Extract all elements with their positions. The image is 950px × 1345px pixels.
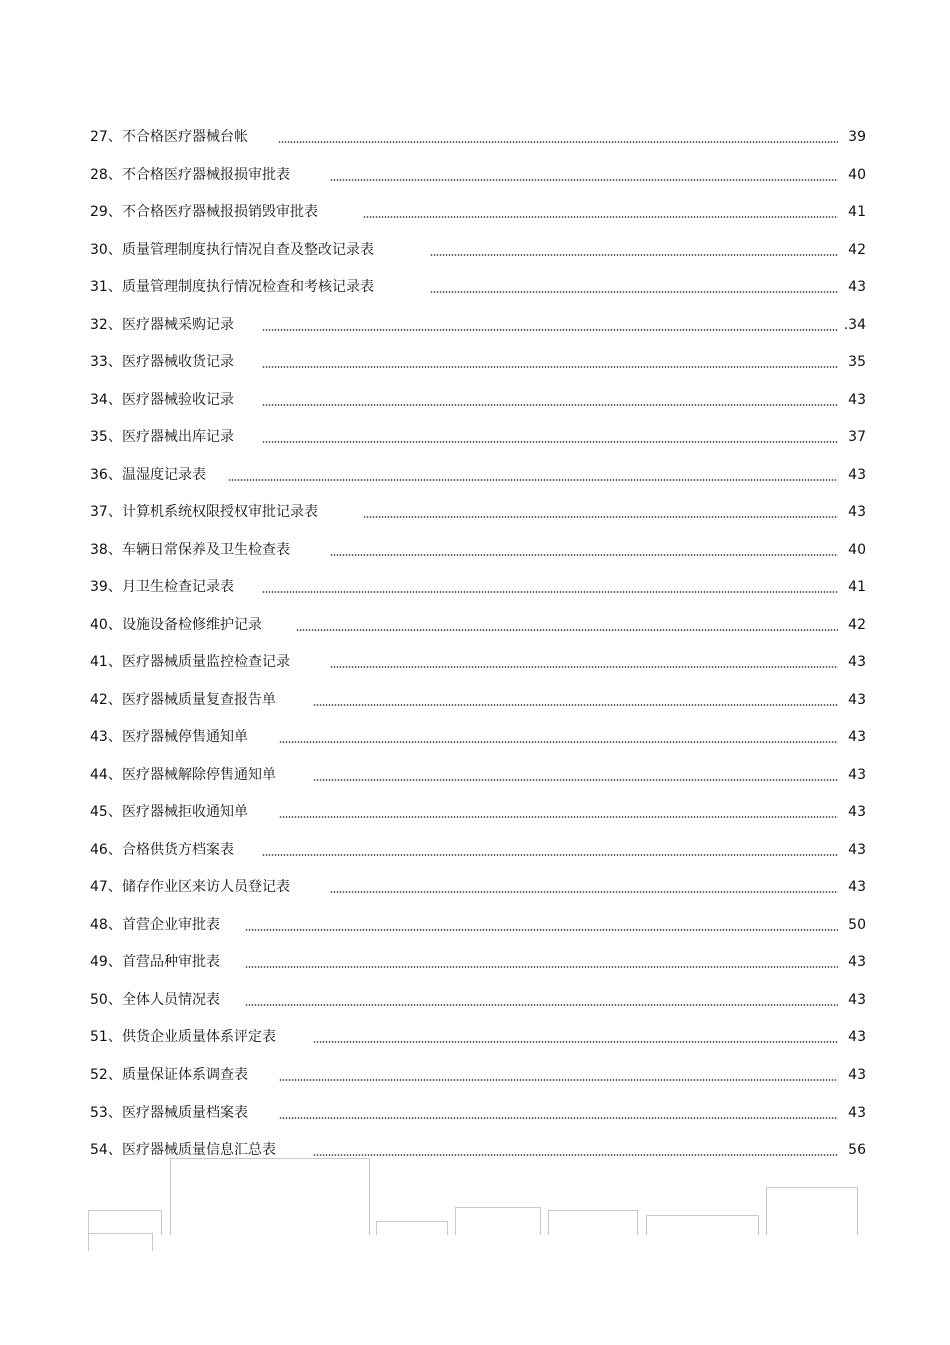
toc-dot-leader bbox=[279, 816, 838, 818]
toc-entry bbox=[90, 840, 866, 860]
toc-entry-page: 43 bbox=[848, 691, 866, 708]
toc-entry-title: 质量管理制度执行情况检查和考核记录表 bbox=[122, 279, 374, 296]
toc-entry-title: 不合格医疗器械台帐 bbox=[122, 129, 248, 145]
toc-dot-leader bbox=[279, 741, 838, 743]
toc-dot-leader bbox=[262, 854, 838, 856]
toc-entry bbox=[90, 202, 866, 222]
toc-entry-title: 医疗器械质量档案表 bbox=[122, 1104, 248, 1121]
toc-entry-title: 质量保证体系调查表 bbox=[122, 1067, 248, 1083]
toc-entry-page: 43 bbox=[848, 841, 866, 858]
toc-entry-page: 40 bbox=[848, 541, 866, 558]
toc-entry-number: 37、 bbox=[90, 504, 122, 521]
toc-entry bbox=[90, 615, 866, 635]
toc-dot-leader bbox=[330, 666, 838, 668]
toc-entry-number: 36、 bbox=[90, 466, 122, 483]
toc-dot-leader bbox=[313, 1154, 838, 1156]
toc-entry bbox=[90, 465, 866, 485]
toc-entry-title: 合格供货方档案表 bbox=[122, 841, 234, 858]
toc-entry-number: 44、 bbox=[90, 766, 122, 783]
toc-entry bbox=[90, 1103, 866, 1123]
toc-entry-number: 34、 bbox=[90, 391, 122, 408]
toc-entry bbox=[90, 502, 866, 522]
toc-entry-page: 43 bbox=[848, 954, 866, 971]
toc-entry-number: 38、 bbox=[90, 541, 122, 558]
toc-dot-leader bbox=[363, 216, 838, 218]
toc-entry-page: 43 bbox=[848, 1104, 866, 1121]
toc-entry-number: 45、 bbox=[90, 804, 122, 821]
table-fragment bbox=[646, 1215, 759, 1235]
toc-entry-title: 月卫生检查记录表 bbox=[122, 579, 234, 596]
toc-entry-title: 车辆日常保养及卫生检查表 bbox=[122, 541, 290, 558]
toc-entry-number: 30、 bbox=[90, 241, 122, 258]
toc-entry bbox=[90, 315, 866, 335]
toc-entry bbox=[90, 877, 866, 897]
toc-entry-number: 47、 bbox=[90, 879, 122, 896]
table-fragment bbox=[548, 1210, 638, 1235]
toc-entry-page: 43 bbox=[848, 1029, 866, 1046]
toc-entry bbox=[90, 1027, 866, 1047]
toc-entry bbox=[90, 690, 866, 710]
toc-dot-leader bbox=[330, 891, 838, 893]
toc-entry bbox=[90, 165, 866, 185]
toc-entry bbox=[90, 540, 866, 560]
toc-entry-title: 医疗器械出库记录 bbox=[122, 429, 234, 446]
toc-entry-number: 49、 bbox=[90, 954, 122, 971]
toc-entry-number: 46、 bbox=[90, 841, 122, 858]
toc-entry-number: 33、 bbox=[90, 354, 122, 371]
toc-entry-number: 41、 bbox=[90, 654, 122, 671]
table-fragment bbox=[88, 1233, 153, 1251]
toc-entry-title: 医疗器械质量监控检查记录 bbox=[122, 654, 290, 671]
toc-entry bbox=[90, 277, 866, 297]
toc-entry bbox=[90, 427, 866, 447]
toc-entry-page: 41 bbox=[848, 579, 866, 596]
toc-entry-number: 42、 bbox=[90, 691, 122, 708]
toc-dot-leader bbox=[330, 554, 838, 556]
toc-entry-page: 50 bbox=[848, 916, 866, 933]
toc-entry bbox=[90, 240, 866, 260]
toc-dot-leader bbox=[313, 1041, 838, 1043]
toc-entry-title: 全体人员情况表 bbox=[122, 991, 220, 1008]
toc-entry-page: 56 bbox=[848, 1142, 866, 1159]
toc-entry-page: 40 bbox=[848, 166, 866, 183]
toc-entry-title: 医疗器械质量复查报告单 bbox=[122, 691, 276, 708]
toc-dot-leader bbox=[278, 141, 838, 143]
toc-entry-number: 54、 bbox=[90, 1142, 122, 1159]
toc-entry-title: 供货企业质量体系评定表 bbox=[122, 1029, 276, 1046]
toc-entry bbox=[90, 1065, 866, 1085]
toc-entry bbox=[90, 352, 866, 372]
toc-entry-title: 质量管理制度执行情况自查及整改记录表 bbox=[122, 241, 374, 258]
toc-entry-title: 医疗器械拒收通知单 bbox=[122, 804, 248, 821]
toc-entry bbox=[90, 802, 866, 822]
toc-entry-title: 首营品种审批表 bbox=[122, 954, 220, 971]
toc-dot-leader bbox=[245, 1004, 838, 1006]
table-fragment bbox=[455, 1207, 541, 1235]
toc-entry-title: 首营企业审批表 bbox=[122, 916, 220, 933]
toc-dot-leader bbox=[430, 254, 838, 256]
toc-entry-title: 计算机系统权限授权审批记录表 bbox=[122, 504, 318, 521]
toc-entry-number: 32、 bbox=[90, 316, 122, 333]
toc-entry bbox=[90, 915, 866, 935]
toc-dot-leader bbox=[228, 479, 838, 481]
toc-entry-page: 37 bbox=[848, 429, 866, 446]
toc-dot-leader bbox=[279, 1079, 838, 1081]
toc-entry-title: 设施设备检修维护记录 bbox=[122, 616, 262, 633]
table-fragment bbox=[376, 1221, 448, 1235]
toc-entry-page: 35 bbox=[848, 354, 866, 371]
toc-entry-title: 医疗器械停售通知单 bbox=[122, 729, 248, 746]
toc-entry-title: 温湿度记录表 bbox=[122, 466, 206, 483]
toc-dot-leader bbox=[296, 629, 838, 631]
toc-entry-number: 50、 bbox=[90, 991, 122, 1008]
table-fragment bbox=[170, 1158, 370, 1235]
toc-entry-number: 52、 bbox=[90, 1067, 122, 1083]
toc-entry-page: 42 bbox=[848, 616, 866, 633]
toc-entry bbox=[90, 652, 866, 672]
toc-entry-page: 43 bbox=[848, 766, 866, 783]
toc-entry bbox=[90, 577, 866, 597]
toc-entry-page: 43 bbox=[848, 991, 866, 1008]
toc-entry-number: 39、 bbox=[90, 579, 122, 596]
toc-dot-leader bbox=[313, 779, 838, 781]
toc-entry-title: 医疗器械解除停售通知单 bbox=[122, 766, 276, 783]
toc-entry bbox=[90, 390, 866, 410]
toc-entry-number: 27、 bbox=[90, 129, 122, 145]
toc-entry-number: 31、 bbox=[90, 279, 122, 296]
toc-entry-number: 53、 bbox=[90, 1104, 122, 1121]
toc-entry-title: 不合格医疗器械报损审批表 bbox=[122, 166, 290, 183]
toc-dot-leader bbox=[313, 704, 838, 706]
toc-entry-number: 28、 bbox=[90, 166, 122, 183]
toc-entry-page: .34 bbox=[843, 316, 866, 333]
toc-dot-leader bbox=[279, 1117, 838, 1119]
toc-entry bbox=[90, 990, 866, 1010]
toc-entry-number: 40、 bbox=[90, 616, 122, 633]
toc-dot-leader bbox=[262, 404, 838, 406]
toc-entry-page: 43 bbox=[848, 504, 866, 521]
toc-dot-leader bbox=[262, 441, 838, 443]
toc-entry-page: 41 bbox=[848, 204, 866, 221]
toc-entry-page: 39 bbox=[848, 129, 866, 145]
toc-entry-number: 51、 bbox=[90, 1029, 122, 1046]
toc-dot-leader bbox=[363, 516, 838, 518]
table-fragment bbox=[766, 1187, 858, 1235]
toc-dot-leader bbox=[330, 179, 838, 181]
toc-entry-title: 医疗器械验收记录 bbox=[122, 391, 234, 408]
table-fragment bbox=[88, 1210, 162, 1235]
toc-entry-page: 43 bbox=[848, 279, 866, 296]
toc-entry-page: 43 bbox=[848, 729, 866, 746]
toc-entry-title: 储存作业区来访人员登记表 bbox=[122, 879, 290, 896]
toc-entry-page: 43 bbox=[848, 1067, 866, 1083]
toc-entry-number: 43、 bbox=[90, 729, 122, 746]
toc-dot-leader bbox=[245, 966, 838, 968]
toc-entry-number: 35、 bbox=[90, 429, 122, 446]
toc-entry-number: 29、 bbox=[90, 204, 122, 221]
toc-dot-leader bbox=[262, 366, 838, 368]
toc-entry-page: 42 bbox=[848, 241, 866, 258]
toc-entry-page: 43 bbox=[848, 879, 866, 896]
toc-entry bbox=[90, 765, 866, 785]
toc-entry-title: 医疗器械质量信息汇总表 bbox=[122, 1142, 276, 1159]
toc-entry-title: 医疗器械采购记录 bbox=[122, 316, 234, 333]
toc-dot-leader bbox=[262, 591, 838, 593]
toc-entry bbox=[90, 952, 866, 972]
toc-entry-title: 不合格医疗器械报损销毁审批表 bbox=[122, 204, 318, 221]
toc-dot-leader bbox=[245, 929, 838, 931]
toc-entry-number: 48、 bbox=[90, 916, 122, 933]
toc-entry-page: 43 bbox=[848, 804, 866, 821]
toc-entry bbox=[90, 127, 866, 147]
toc-entry bbox=[90, 727, 866, 747]
toc-dot-leader bbox=[262, 329, 838, 331]
toc-entry-title: 医疗器械收货记录 bbox=[122, 354, 234, 371]
toc-entry-page: 43 bbox=[848, 654, 866, 671]
toc-entry-page: 43 bbox=[848, 391, 866, 408]
toc-entry-page: 43 bbox=[848, 466, 866, 483]
toc-dot-leader bbox=[430, 291, 838, 293]
